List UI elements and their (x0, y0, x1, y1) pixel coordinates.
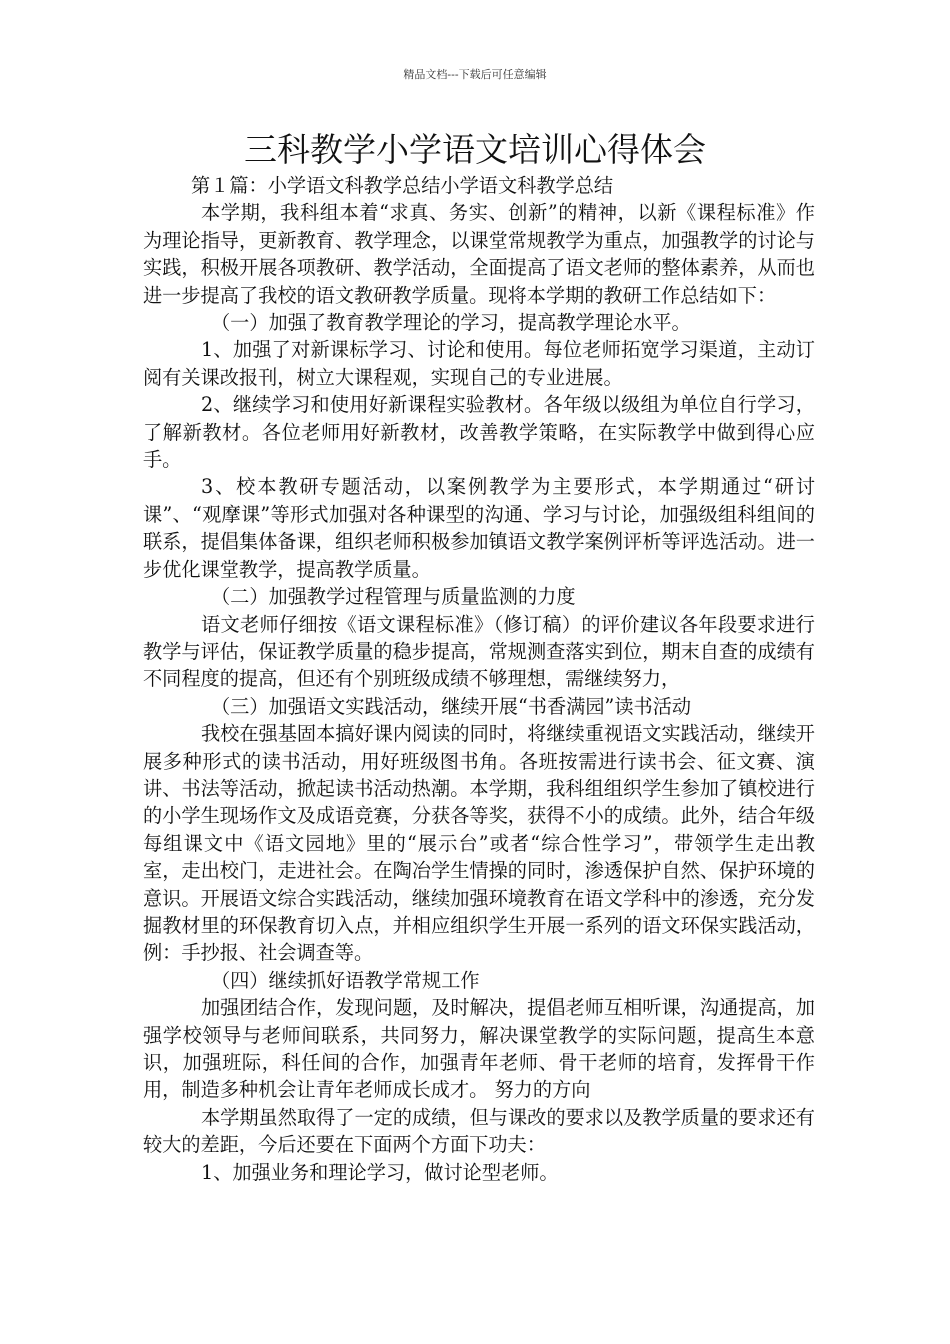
paragraph: 本学期，我科组本着“求真、务实、创新”的精神，以新《课程标准》作为理论指导，更新教育、教学理念，以课堂常规教学为重点，加强教学的讨论与实践，积极开展各项教研、教学活动，全面提高了语文老师的整体素养，从而也进一步提高了我校的语文教研教学质量。现将本学期的教研工作总结如下： (143, 201, 815, 307)
paragraph: 1、加强业务和理论学习，做讨论型老师。 (201, 1160, 559, 1184)
page-header: 精品文档---下载后可任意编辑 (403, 68, 547, 81)
paragraph: 3、校本教研专题活动，以案例教学为主要形式，本学期通过“研讨课”、“观摩课”等形式加强对各种课型的沟通、学习与讨论，加强级组科组间的联系，提倡集体备课，组织老师积极参加镇语文教学案例评析等评选活动。进一步优化课堂教学，提高教学质量。 (143, 475, 815, 581)
paragraph: 本学期虽然取得了一定的成绩，但与课改的要求以及教学质量的要求还有较大的差距，今后还要在下面两个方面下功夫： (143, 1105, 815, 1157)
section-heading: （四）继续抓好语教学常规工作 (211, 968, 480, 992)
section-heading: （一）加强了教育教学理论的学习，提高教学理论水平。 (211, 311, 691, 335)
paragraph: 我校在强基固本搞好课内阅读的同时，将继续重视语文实践活动，继续开展多种形式的读书活动，用好班级图书角。各班按需进行读书会、征文赛、演讲、书法等活动，掀起读书活动热潮。本学期，我科组组织学生参加了镇校进行的小学生现场作文及成语竞赛，分获各等奖，获得不小的成绩。此外，结合年级每组课文中《语文园地》里的“展示台”或者“综合性学习”，带领学生走出教室，走出校门，走进社会。在陶冶学生情操的同时，渗透保护自然、保护环境的意识。开展语文综合实践活动，继续加强环境教育在语文学科中的渗透，充分发掘教材里的环保教育切入点，并相应组织学生开展一系列的语文环保实践活动，例：手抄报、社会调查等。 (143, 722, 815, 965)
paragraph: 2、继续学习和使用好新课程实验教材。各年级以级组为单位自行学习，了解新教材。各位老师用好新教材，改善教学策略，在实际教学中做到得心应手。 (143, 393, 815, 472)
chapter-heading: 第１篇：小学语文科教学总结小学语文科教学总结 (191, 174, 614, 197)
paragraph: 语文老师仔细按《语文课程标准》（修订稿）的评价建议各年段要求进行教学与评估，保证教学质量的稳步提高，常规测查落实到位，期末自查的成绩有不同程度的提高，但还有个别班级成绩不够理想，需继续努力， (143, 612, 815, 691)
paragraph: 1、加强了对新课标学习、讨论和使用。每位老师拓宽学习渠道，主动订阅有关课改报刊，树立大课程观，实现自己的专业进展。 (143, 338, 815, 389)
paragraph: 加强团结合作，发现问题，及时解决，提倡老师互相听课，沟通提高，加强学校领导与老师间联系，共同努力，解决课堂教学的实际问题，提高生本意识，加强班际，科任间的合作，加强青年老师、骨干老师的培育，发挥骨干作用，制造多种机会让青年老师成长成才。 努力的方向 (143, 996, 815, 1102)
document-body (143, 172, 815, 1186)
section-heading: （三）加强语文实践活动，继续开展“书香满园”读书活动 (211, 694, 692, 718)
section-heading: （二）加强教学过程管理与质量监测的力度 (211, 585, 576, 609)
document-title: 三科教学小学语文培训心得体会 (244, 130, 706, 169)
